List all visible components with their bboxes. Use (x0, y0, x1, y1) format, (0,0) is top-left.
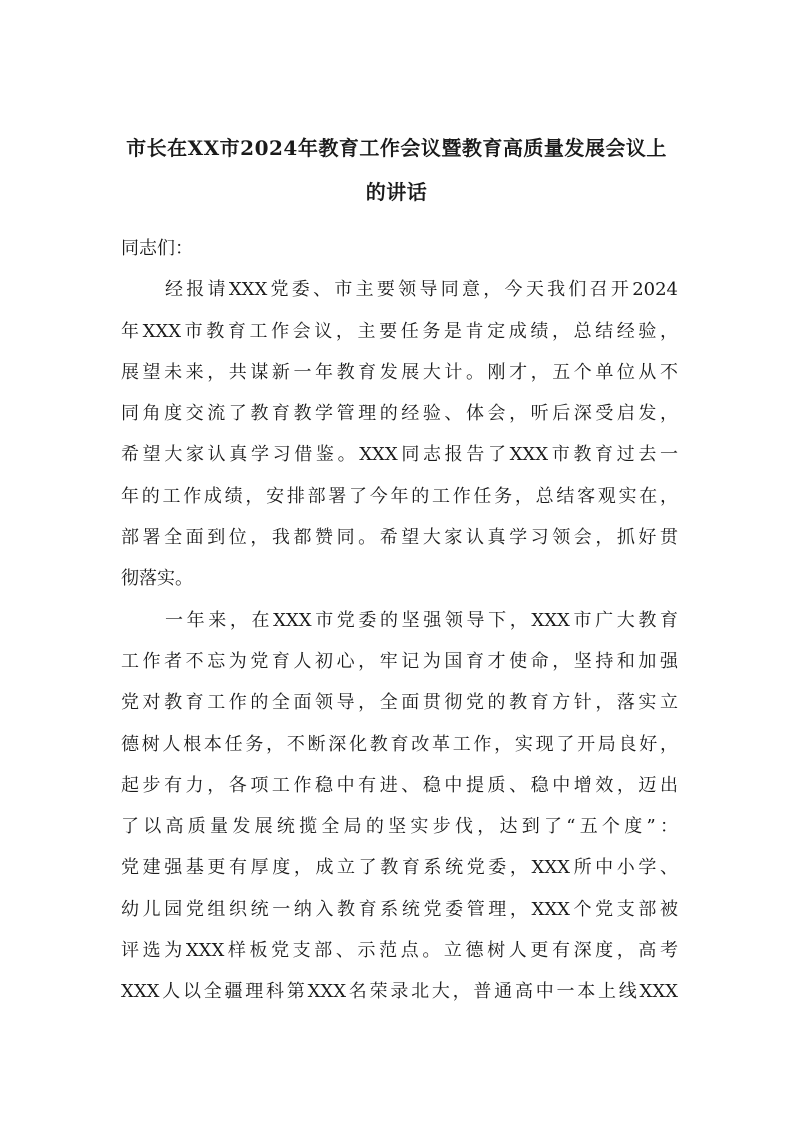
paragraph-line: 德树人根本任务，不断深化教育改革工作，实现了开局良好， (121, 733, 678, 755)
paragraph-line: 展望未来，共谋新一年教育发展大计。刚才，五个单位从不 (121, 361, 678, 383)
paragraph-line: 起步有力，各项工作稳中有进、稳中提质、稳中增效，迈出 (121, 774, 678, 796)
paragraph-line: 经报请XXX党委、市主要领导同意，今天我们召开2024 (165, 279, 678, 301)
greeting: 同志们： (121, 238, 193, 259)
paragraph-1 (121, 269, 678, 599)
paragraph-line: 年的工作成绩，安排部署了今年的工作任务，总结客观实在， (121, 485, 678, 507)
paragraph-line: 部署全面到位，我都赞同。希望大家认真学习领会，抓好贯 (121, 527, 678, 549)
paragraph-line: XXX人以全疆理科第XXX名荣录北大，普通高中一本上线XXX (121, 981, 678, 1003)
paragraph-line: 了以高质量发展统揽全局的坚实步伐，达到了“五个度”： (121, 816, 678, 838)
paragraph-line: 希望大家认真学习借鉴。XXX同志报告了XXX市教育过去一 (121, 444, 678, 466)
paragraph-2 (121, 600, 678, 1013)
paragraph-line: 党建强基更有厚度，成立了教育系统党委，XXX所中小学、 (121, 857, 678, 879)
title-line-1: 市长在XX市2024年教育工作会议暨教育高质量发展会议上 (126, 136, 667, 160)
paragraph-line: 一年来，在XXX市党委的坚强领导下，XXX市广大教育 (165, 609, 678, 631)
paragraph-line: 年XXX市教育工作会议，主要任务是肯定成绩，总结经验， (121, 320, 678, 342)
document-body (121, 228, 678, 1013)
paragraph-line: 彻落实。 (121, 568, 193, 590)
paragraph-line: 幼儿园党组织统一纳入教育系统党委管理，XXX个党支部被 (121, 898, 678, 920)
paragraph-line: 同角度交流了教育教学管理的经验、体会，听后深受启发， (121, 403, 678, 425)
paragraph-line: 评选为XXX样板党支部、示范点。立德树人更有深度，高考 (121, 940, 678, 962)
title-line-2: 的讲话 (365, 180, 428, 204)
paragraph-line: 工作者不忘为党育人初心，牢记为国育才使命，坚持和加强 (121, 650, 678, 672)
paragraph-line: 党对教育工作的全面领导，全面贯彻党的教育方针，落实立 (121, 692, 678, 714)
document-title (115, 126, 678, 214)
